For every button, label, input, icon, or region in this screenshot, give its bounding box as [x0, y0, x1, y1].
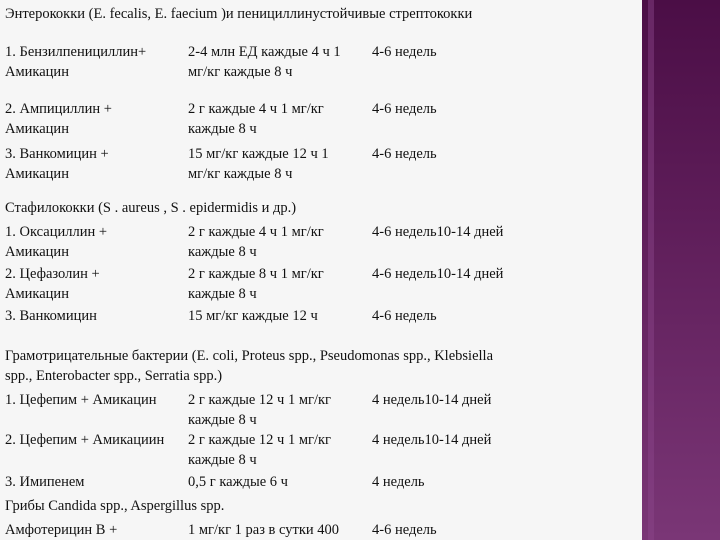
- section-header-staphylococci: Стафилококки (S . aureus , S . epidermidis и др.): [5, 200, 297, 216]
- duration-cell: 4 недель: [372, 474, 425, 490]
- drug-cell: 3. Ванкомицин: [5, 308, 97, 324]
- duration-cell: 4-6 недель: [372, 101, 437, 117]
- duration-cell: 4-6 недель: [372, 522, 437, 538]
- duration-cell: 4-6 недель: [372, 308, 437, 324]
- duration-cell: 4-6 недель10-14 дней: [372, 224, 504, 240]
- decorative-sidebar: [642, 0, 720, 540]
- dose-cell: 2 г каждые 4 ч 1 мг/кг: [188, 101, 324, 117]
- dose-cell: каждые 8 ч: [188, 412, 257, 428]
- drug-cell: Амикацин: [5, 64, 69, 80]
- dose-cell: каждые 8 ч: [188, 452, 257, 468]
- drug-cell: 2. Цефепим + Амикациин: [5, 432, 165, 448]
- dose-cell: каждые 8 ч: [188, 121, 257, 137]
- sidebar-stripe: [648, 0, 654, 540]
- duration-cell: 4 недель10-14 дней: [372, 392, 492, 408]
- dose-cell: 2 г каждые 8 ч 1 мг/кг: [188, 266, 324, 282]
- dose-cell: 1 мг/кг 1 раз в сутки 400: [188, 522, 340, 538]
- drug-cell: Амикацин: [5, 121, 69, 137]
- duration-cell: 4-6 недель: [372, 146, 437, 162]
- drug-cell: Амикацин: [5, 244, 69, 260]
- drug-cell: 3. Ванкомицин +: [5, 146, 109, 162]
- dose-cell: 2-4 млн ЕД каждые 4 ч 1: [188, 44, 341, 60]
- dose-cell: каждые 8 ч: [188, 286, 257, 302]
- dose-cell: каждые 8 ч: [188, 244, 257, 260]
- drug-cell: 2. Цефазолин +: [5, 266, 100, 282]
- duration-cell: 4-6 недель10-14 дней: [372, 266, 504, 282]
- dose-cell: мг/кг каждые 8 ч: [188, 166, 293, 182]
- dose-cell: 0,5 г каждые 6 ч: [188, 474, 288, 490]
- dose-cell: 2 г каждые 12 ч 1 мг/кг: [188, 392, 331, 408]
- drug-cell: Амикацин: [5, 286, 69, 302]
- drug-cell: Амикацин: [5, 166, 69, 182]
- drug-cell: 1. Бензилпенициллин+: [5, 44, 147, 60]
- dose-cell: 2 г каждые 12 ч 1 мг/кг: [188, 432, 331, 448]
- duration-cell: 4 недель10-14 дней: [372, 432, 492, 448]
- drug-cell: 1. Цефепим + Амикацин: [5, 392, 157, 408]
- section-header-fungi: Грибы Candida spp., Aspergillus spp.: [5, 498, 225, 514]
- section-header-enterococci: Энтерококки (E. fecalis, E. faecium )и пенициллинустойчивые стрептококки: [5, 6, 473, 22]
- drug-cell: 3. Имипенем: [5, 474, 85, 490]
- dose-cell: 15 мг/кг каждые 12 ч: [188, 308, 318, 324]
- duration-cell: 4-6 недель: [372, 44, 437, 60]
- dose-cell: 2 г каждые 4 ч 1 мг/кг: [188, 224, 324, 240]
- dose-cell: 15 мг/кг каждые 12 ч 1: [188, 146, 329, 162]
- dose-cell: мг/кг каждые 8 ч: [188, 64, 293, 80]
- drug-cell: 1. Оксациллин +: [5, 224, 108, 240]
- section-header-gram-negative-cont: spp., Enterobacter spp., Serratia spp.): [5, 368, 223, 384]
- section-header-gram-negative: Грамотрицательные бактерии (E. coli, Proteus spp., Pseudomonas spp., Klebsiella: [5, 348, 494, 364]
- drug-cell: Амфотерицин В +: [5, 522, 118, 538]
- drug-cell: 2. Ампициллин +: [5, 101, 112, 117]
